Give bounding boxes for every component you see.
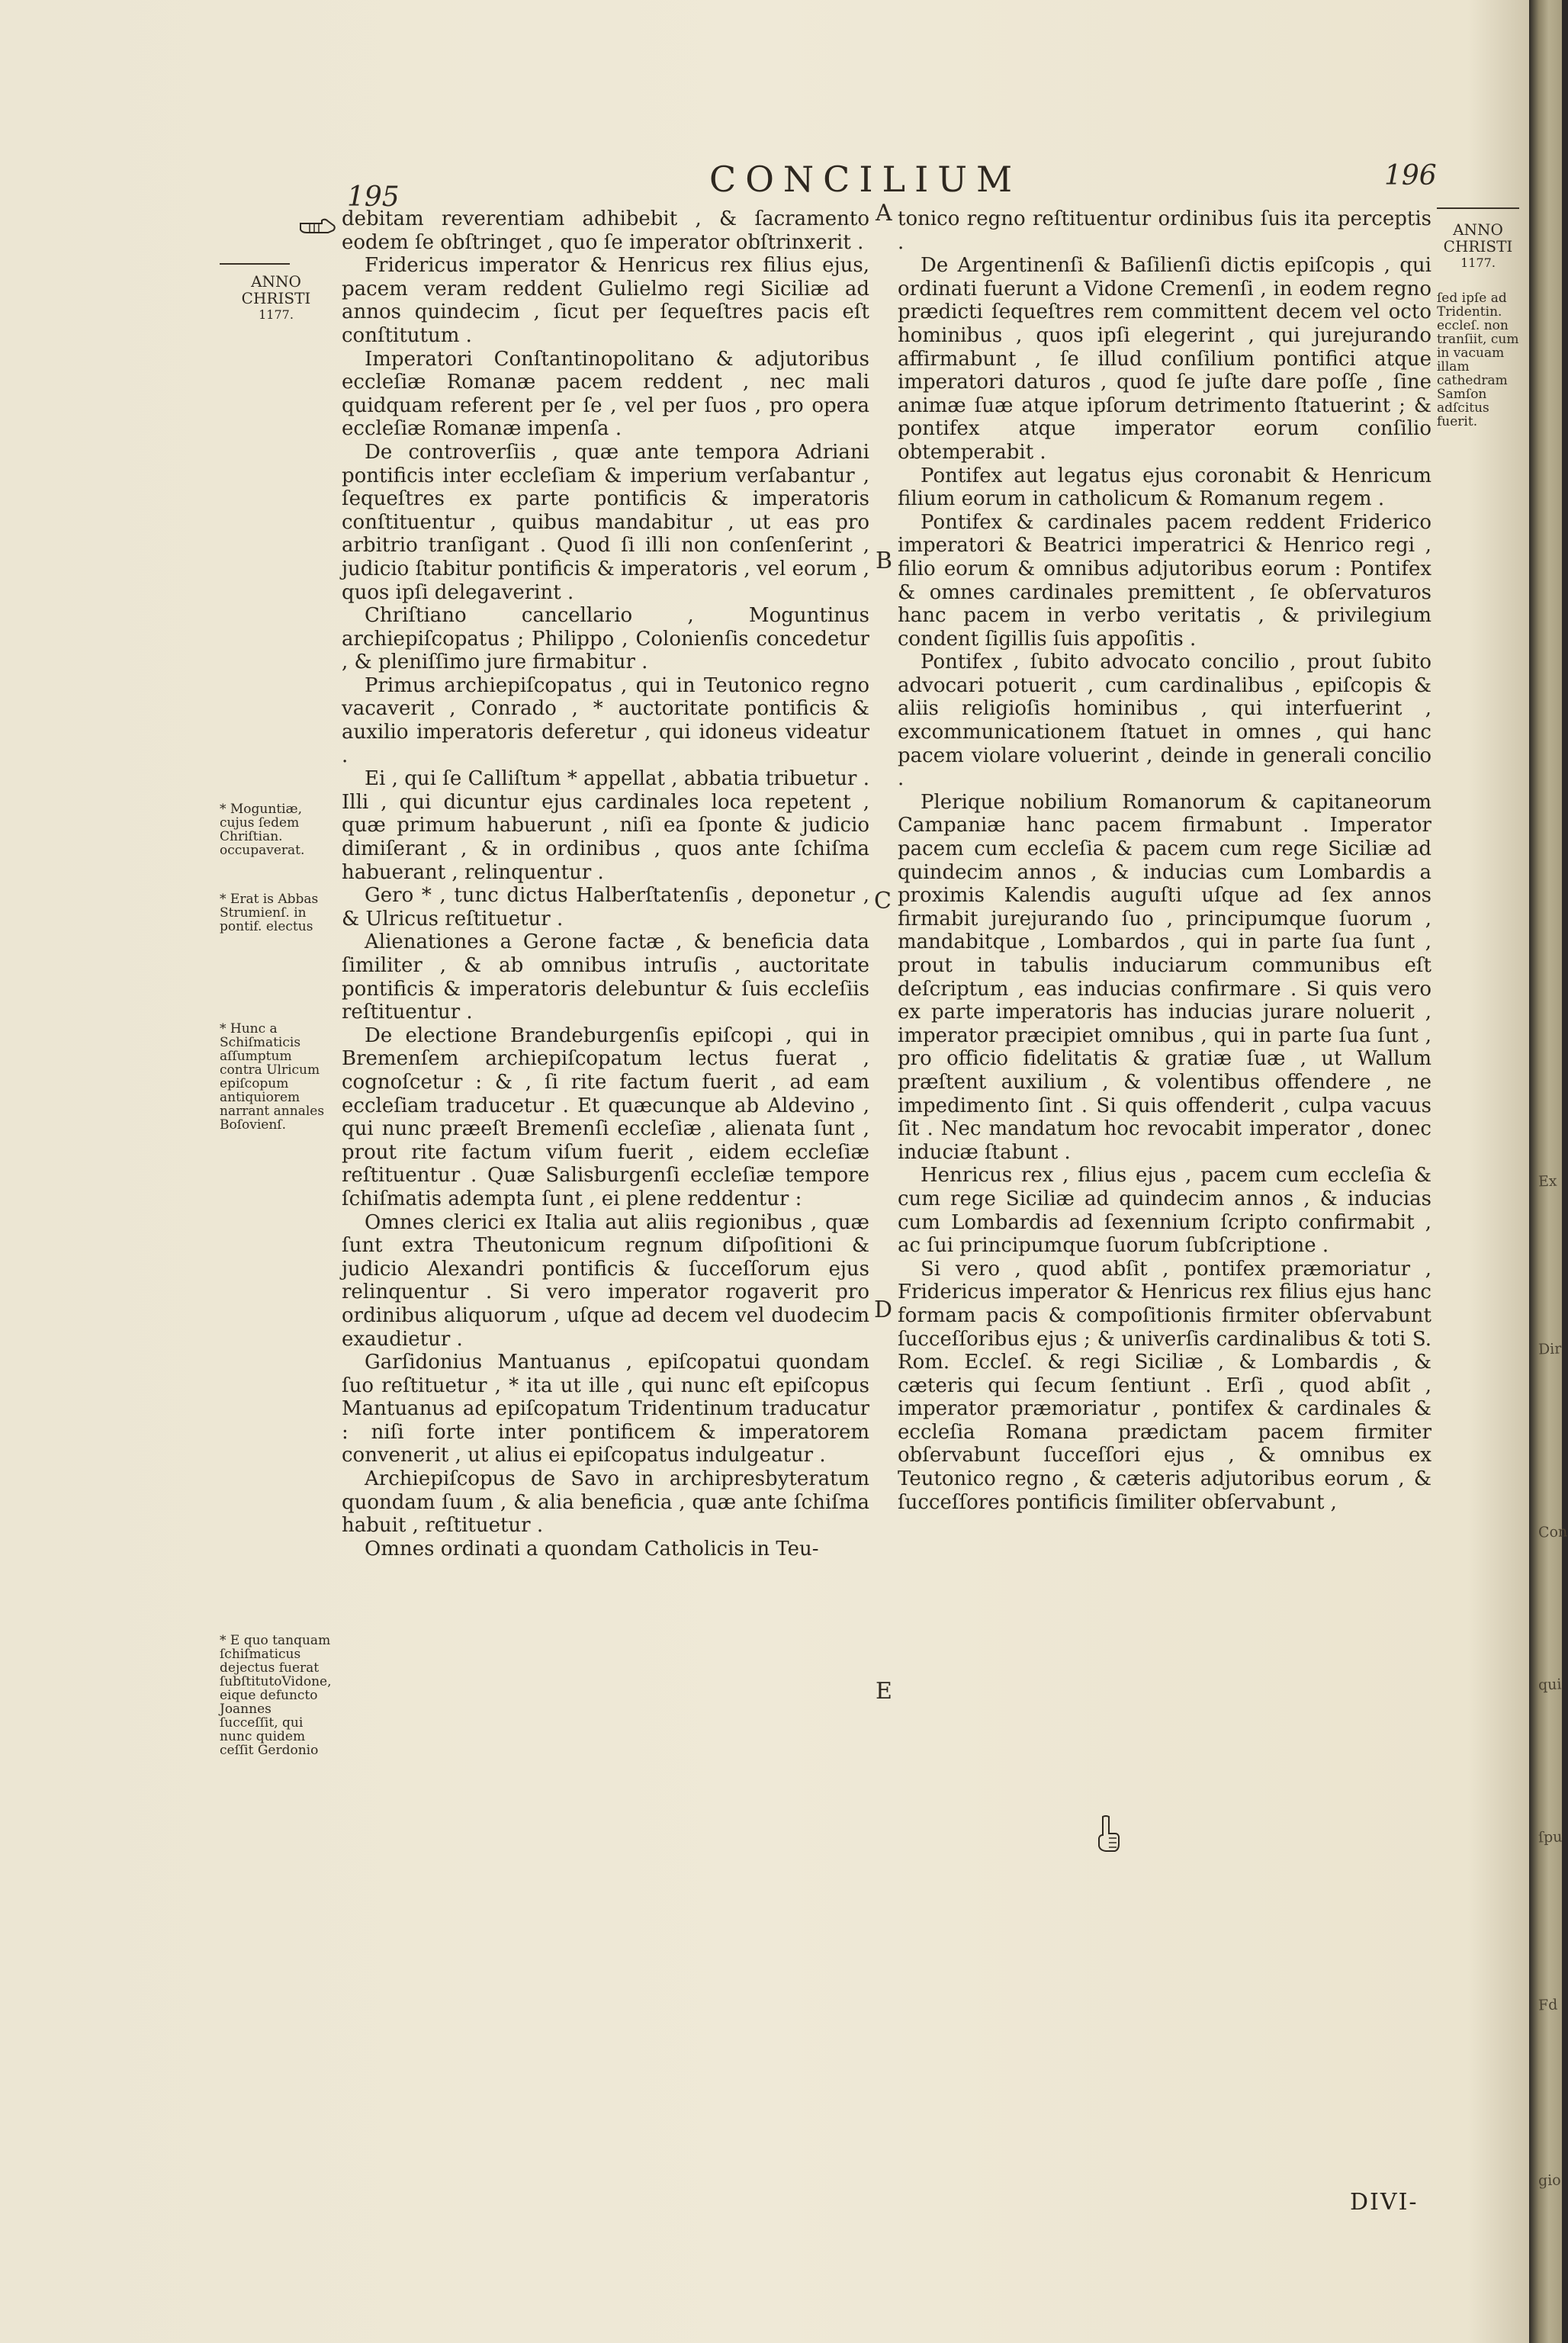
paragraph: Pontifex , ſubito advocato concilio , prout ſubito advocari potuerit , cum cardinalibus , epiſcopis & aliis religioſis hominibus , qui interfuerint , excommunicationem ſtatuet in omnes , qui hanc pacem violare voluerint , deinde in generali concilio . [898,651,1431,791]
left-column [342,207,869,1560]
paragraph: Gero * , tunc dictus Halberſtatenſis , deponetur , & Ulricus reſtituetur . [342,884,869,930]
page-fragment: qui [1537,1676,1562,1694]
page-fragment: gio [1537,2171,1562,2190]
margin-note-moguntiae: * Moguntiæ, cujus ſedem Chriſtian. occupaverat. [220,802,305,858]
anno-christi-right [1437,221,1519,272]
paragraph: De electione Brandeburgenſis epiſcopi , qui in Bremenſem archiepiſcopatum lectus fuerat , cognoſcetur : & , ſi rite factum fuerit , ad eam eccleſiam traducetur . Et quæcunque ab Aldevino , qui nunc præeſt Bremenſi eccleſiæ , alienata ſunt , prout rite factum viſum fuerit , eidem eccleſiæ reſtituentur . Quæ Salisburgenſi eccleſiæ tempore ſchiſmatis adempta ſunt , ei plene reddentur : [342,1024,869,1210]
catchword: DIVI- [1350,2189,1419,2216]
year-label: 1177. [259,307,294,322]
paragraph: Omnes clerici ex Italia aut aliis regionibus , quæ ſunt extra Theutonicum regnum diſpoſitioni & judicio Alexandri pontificis & ſucceſſorum ejus relinquentur . Si vero imperator rogaverit pro ordinibus aliquorum , uſque ad decem vel duodecim exaudietur . [342,1210,869,1351]
page-fragment: Ex [1537,1172,1557,1191]
margin-note-quo-tanquam: * E quo tanquam ſchiſmaticus dejectus fuerat ſubſtitutoVidone, eique defuncto Joannes ſucceſſit, qui nunc quidem ceſſit Gerdonio [220,1633,332,1758]
page-number-left: 195 [347,182,400,213]
right-column [898,207,1431,1514]
pointing-hand-icon [299,216,337,237]
paragraph: Chriſtiano cancellario , Moguntinus archiepiſcopatus ; Philippo , Colonienſis concedetur , & pleniſſimo jure firmabitur . [342,604,869,674]
section-letter-b: B [876,548,893,574]
adjacent-page-edge [1529,0,1568,2343]
christi-label: CHRISTI [241,289,311,307]
paragraph: debitam reverentiam adhibebit , & ſacramento eodem ſe obſtringet , quo ſe imperator obſtrinxerit . [342,207,869,254]
anno-label: ANNO [251,272,301,291]
paragraph: Ei , qui ſe Calliſtum * appellat , abbatia tribuetur . Illi , qui dicuntur ejus cardinales loca repetent , quæ primum habuerunt , niſi ea ſponte & judicio dimiſerant , & in ordinibus , quos ante ſchiſma habuerant , relinquentur . [342,767,869,884]
paragraph: Garſidonius Mantuanus , epiſcopatui quondam ſuo reſtituetur , * ita ut ille , qui nunc eſt epiſcopus Mantuanus ad epiſcopatum Tridentinum traducatur : niſi forte inter pontificem & imperatorem convenerit , ut alius ei epiſcopatus indulgeatur . [342,1351,869,1467]
paragraph: Si vero , quod abſit , pontifex præmoriatur , Fridericus imperator & Henricus rex filius ejus hanc formam pacis & compoſitionis firmiter obſervabunt ſucceſſoribus ejus ; & univerſis cardinalibus & toti S. Rom. Eccleſ. & regi Siciliæ , & Lombardis , & cæteris qui ſecum ſentiunt . Erſi , quod abſit , imperator præmoriatur , pontifex & cardinales & eccleſia Romana prædictam pacem firmiter obſervabunt ſucceſſori ejus , & omnibus ex Teutonico regno , & cæteris adjutoribus eorum , & ſucceſſores pontificis ſimiliter obſervabunt , [898,1257,1431,1514]
paragraph: Fridericus imperator & Henricus rex filius ejus, pacem veram reddent Gulielmo regi Siciliæ ad annos quindecim , ſicut per ſequeſtres pacis eſt conſtitutum . [342,254,869,347]
paragraph: Plerique nobilium Romanorum & capitaneorum Campaniæ hanc pacem firmabunt . Imperator pacem cum eccleſia & pacem cum rege Siciliæ ad quindecim annos , & inducias cum Lombardis a proximis Kalendis auguſti uſque ad ſex annos firmabit jurejurando ſuo , principumque ſuorum , mandabitque , Lombardos , qui in parte ſua ſunt , prout in tabulis induciarum communibus eſt deſcriptum , eas inducias confirmare . Si quis vero ex parte imperatoris has inducias jurare noluerit , imperator præcipiet omnibus , qui in parte ſua ſunt , pro officio fidelitatis & gratiæ ſuæ , ut Wallum præſtent auxilium , & volentibus offendere , ne impedimento ſint . Si quis offenderit , culpa vacuus ſit . Nec mandatum hoc revocabit imperator , donec induciæ ſtabunt . [898,790,1431,1164]
paragraph: Omnes ordinati a quondam Catholicis in Teu- [365,1537,819,1560]
paragraph: Pontifex & cardinales pacem reddent Friderico imperatori & Beatrici imperatrici & Henrico regi , filio eorum & omnibus adjutoribus eorum : Pontifex & omnes cardinales premittent , ſe obſervaturos hanc pacem in verbo veritatis , & privilegium condent ſigillis ſuis appoſitis . [898,510,1431,651]
paragraph: Primus archiepiſcopatus , qui in Teutonico regno vacaverit , Conrado , * auctoritate pontificis & auxilio imperatoris deferetur , qui idoneus videatur . [342,673,869,767]
anno-label: ANNO [1453,220,1503,239]
header-rule-right [1437,207,1519,209]
margin-note-abbas: * Erat is Abbas Strumienſ. in pontif. electus [220,892,319,934]
page-fragment: Fd [1537,1996,1558,2014]
section-letter-c: C [874,888,892,914]
header-rule-left [220,263,290,265]
paragraph: Alienationes a Gerone factæ , & beneficia data ſimiliter , & ab omnibus intruſis , auctoritate pontificis & imperatoris delebuntur & ſuis eccleſiis reſtituentur . [342,930,869,1024]
section-letter-e: E [876,1678,892,1705]
paragraph: Pontifex aut legatus ejus coronabit & Henricum filium eorum in catholicum & Romanum regem . [898,464,1431,511]
margin-note-schismaticis: * Hunc a Schiſmaticis aſſumptum contra Ulricum epiſcopum antiquiorem narrant annales Boſovienſ. [220,1021,325,1133]
paragraph: De controverſiis , quæ ante tempora Adriani pontificis inter eccleſiam & imperium verſabantur , ſequeſtres ex parte pontificis & imperatoris conſtituentur , quibus mandabitur , ut eas pro arbitrio tranſigant . Quod ſi illi non conſenſerint , judicio ſtabitur pontificis & imperatoris , vel eorum , quos ipſi delegaverint . [342,440,869,604]
paragraph: Imperatori Conſtantinopolitano & adjutoribus eccleſiæ Romanæ pacem reddent , nec mali quidquam referent per ſe , vel per ſuos , pro opera eccleſiæ Romanæ impenſa . [342,347,869,441]
page-number-right: 196 [1384,160,1437,191]
paragraph: tonico regno reſtituentur ordinibus ſuis ita perceptis . [898,207,1431,254]
page-fragment: ſpu [1537,1828,1563,1846]
year-label: 1177. [1460,256,1496,270]
anno-christi-left [220,273,333,323]
margin-note-tridentin: ſed ipſe ad Tridentin. eccleſ. non tranſiit, cum in vacuam illam cathedram Samſon adſcitus fuerit. [1437,291,1519,429]
paragraph: Henricus rex , filius ejus , pacem cum eccleſia & cum rege Siciliæ ad quindecim annos , & inducias cum Lombardis ad ſexennium ſcripto confirmabit , ac ſui principumque ſuorum ſubſcriptione . [898,1164,1431,1258]
paragraph: Archiepiſcopus de Savo in archipresbyteratum quondam ſuum , & alia beneficia , quæ ante ſchiſma habuit , reſtituetur . [342,1467,869,1538]
paragraph: De Argentinenſi & Baſilienſi dictis epiſcopis , qui ordinati fuerunt a Vidone Cremenſi , in eodem regno prædicti ſequeſtres rem committent decem vel octo hominibus , quos ipſi elegerint , qui jurejurando affirmabunt , ſe illud conſilium pontifici atque imperatori daturos , quod ſe juſte dare poſſe , ſine animæ ſuæ atque ipſorum detrimento ſtatuerint ; & pontifex atque imperator eorum conſilio obtemperabit . [898,254,1431,464]
section-letter-d: D [874,1297,893,1323]
pointing-hand-icon [1095,1815,1121,1853]
page-fragment: Dir [1537,1340,1562,1358]
page-title: CONCILIUM [709,159,1022,200]
christi-label: CHRISTI [1443,237,1513,256]
section-letter-a: A [876,200,892,227]
page-fragment: Con [1537,1523,1568,1541]
